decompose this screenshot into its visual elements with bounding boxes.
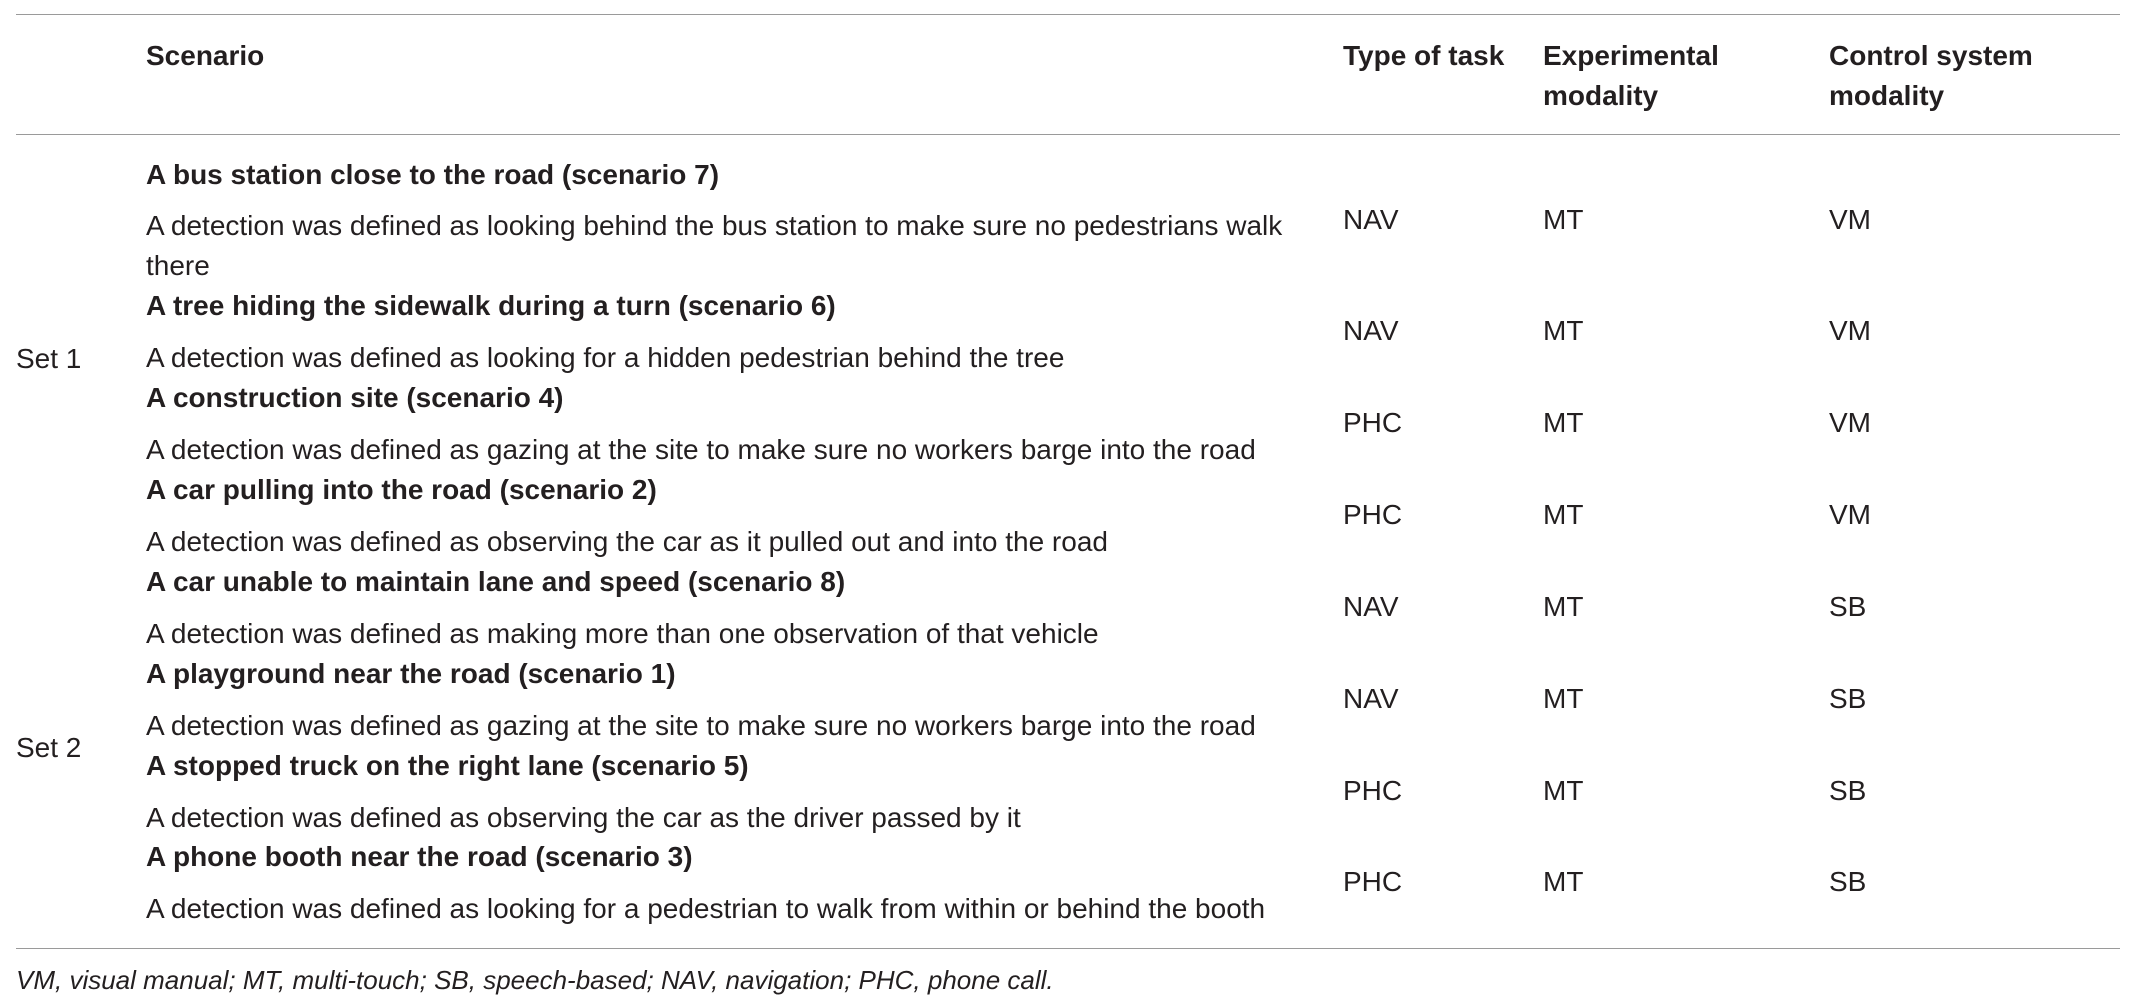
type-of-task-cell: PHC [1343,407,1403,438]
experimental-modality-cell: MT [1543,866,1584,897]
control-modality-cell: SB [1829,775,1867,806]
type-of-task-cell: NAV [1343,204,1399,235]
scenario-description: A detection was defined as looking behind the bus station to make sure no pedestrians walk there [146,210,1283,281]
scenario-description: A detection was defined as making more than one observation of that vehicle [146,618,1099,649]
scenario-title: A stopped truck on the right lane (scenario 5) [146,750,749,781]
set-label-2: Set 2 [16,732,82,763]
scenario-description: A detection was defined as looking for a hidden pedestrian behind the tree [146,342,1065,373]
scenario-title: A phone booth near the road (scenario 3) [146,841,693,872]
scenario-description: A detection was defined as gazing at the site to make sure no workers barge into the road [146,434,1256,465]
control-modality-cell: SB [1829,866,1867,897]
type-of-task-cell: PHC [1343,499,1403,530]
type-of-task-cell: PHC [1343,866,1403,897]
scenario-title: A tree hiding the sidewalk during a turn (scenario 6) [146,290,836,321]
header-scenario: Scenario [146,40,265,71]
scenario-title: A car pulling into the road (scenario 2) [146,474,657,505]
scenario-description: A detection was defined as observing the car as the driver passed by it [146,802,1021,833]
type-of-task-cell: PHC [1343,775,1403,806]
header-bottom-rule [16,134,2120,135]
scenario-title: A car unable to maintain lane and speed (scenario 8) [146,566,846,597]
header-type-of-task: Type of task [1343,40,1505,71]
type-of-task-cell: NAV [1343,591,1399,622]
scenario-description: A detection was defined as looking for a pedestrian to walk from within or behind the booth [146,893,1266,924]
header-control-system-modality: Control system modality [1829,40,2033,111]
control-modality-cell: VM [1829,204,1871,235]
experimental-modality-cell: MT [1543,315,1584,346]
header-experimental-modality: Experimental modality [1543,40,1719,111]
type-of-task-cell: NAV [1343,315,1399,346]
control-modality-cell: VM [1829,407,1871,438]
table-bottom-rule [16,948,2120,949]
scenario-title: A construction site (scenario 4) [146,382,564,413]
scenario-description: A detection was defined as observing the car as it pulled out and into the road [146,526,1108,557]
scenario-title: A playground near the road (scenario 1) [146,658,676,689]
table-footnote: VM, visual manual; MT, multi-touch; SB, speech-based; NAV, navigation; PHC, phone call. [16,965,1054,995]
experimental-modality-cell: MT [1543,775,1584,806]
experimental-modality-cell: MT [1543,407,1584,438]
control-modality-cell: SB [1829,591,1867,622]
scenario-description: A detection was defined as gazing at the site to make sure no workers barge into the road [146,710,1256,741]
control-modality-cell: VM [1829,315,1871,346]
experimental-modality-cell: MT [1543,591,1584,622]
experimental-modality-cell: MT [1543,499,1584,530]
set-label-1: Set 1 [16,343,82,374]
scenario-title: A bus station close to the road (scenario 7) [146,159,720,190]
experimental-modality-cell: MT [1543,683,1584,714]
table-top-rule [16,14,2120,15]
type-of-task-cell: NAV [1343,683,1399,714]
experimental-modality-cell: MT [1543,204,1584,235]
control-modality-cell: SB [1829,683,1867,714]
control-modality-cell: VM [1829,499,1871,530]
